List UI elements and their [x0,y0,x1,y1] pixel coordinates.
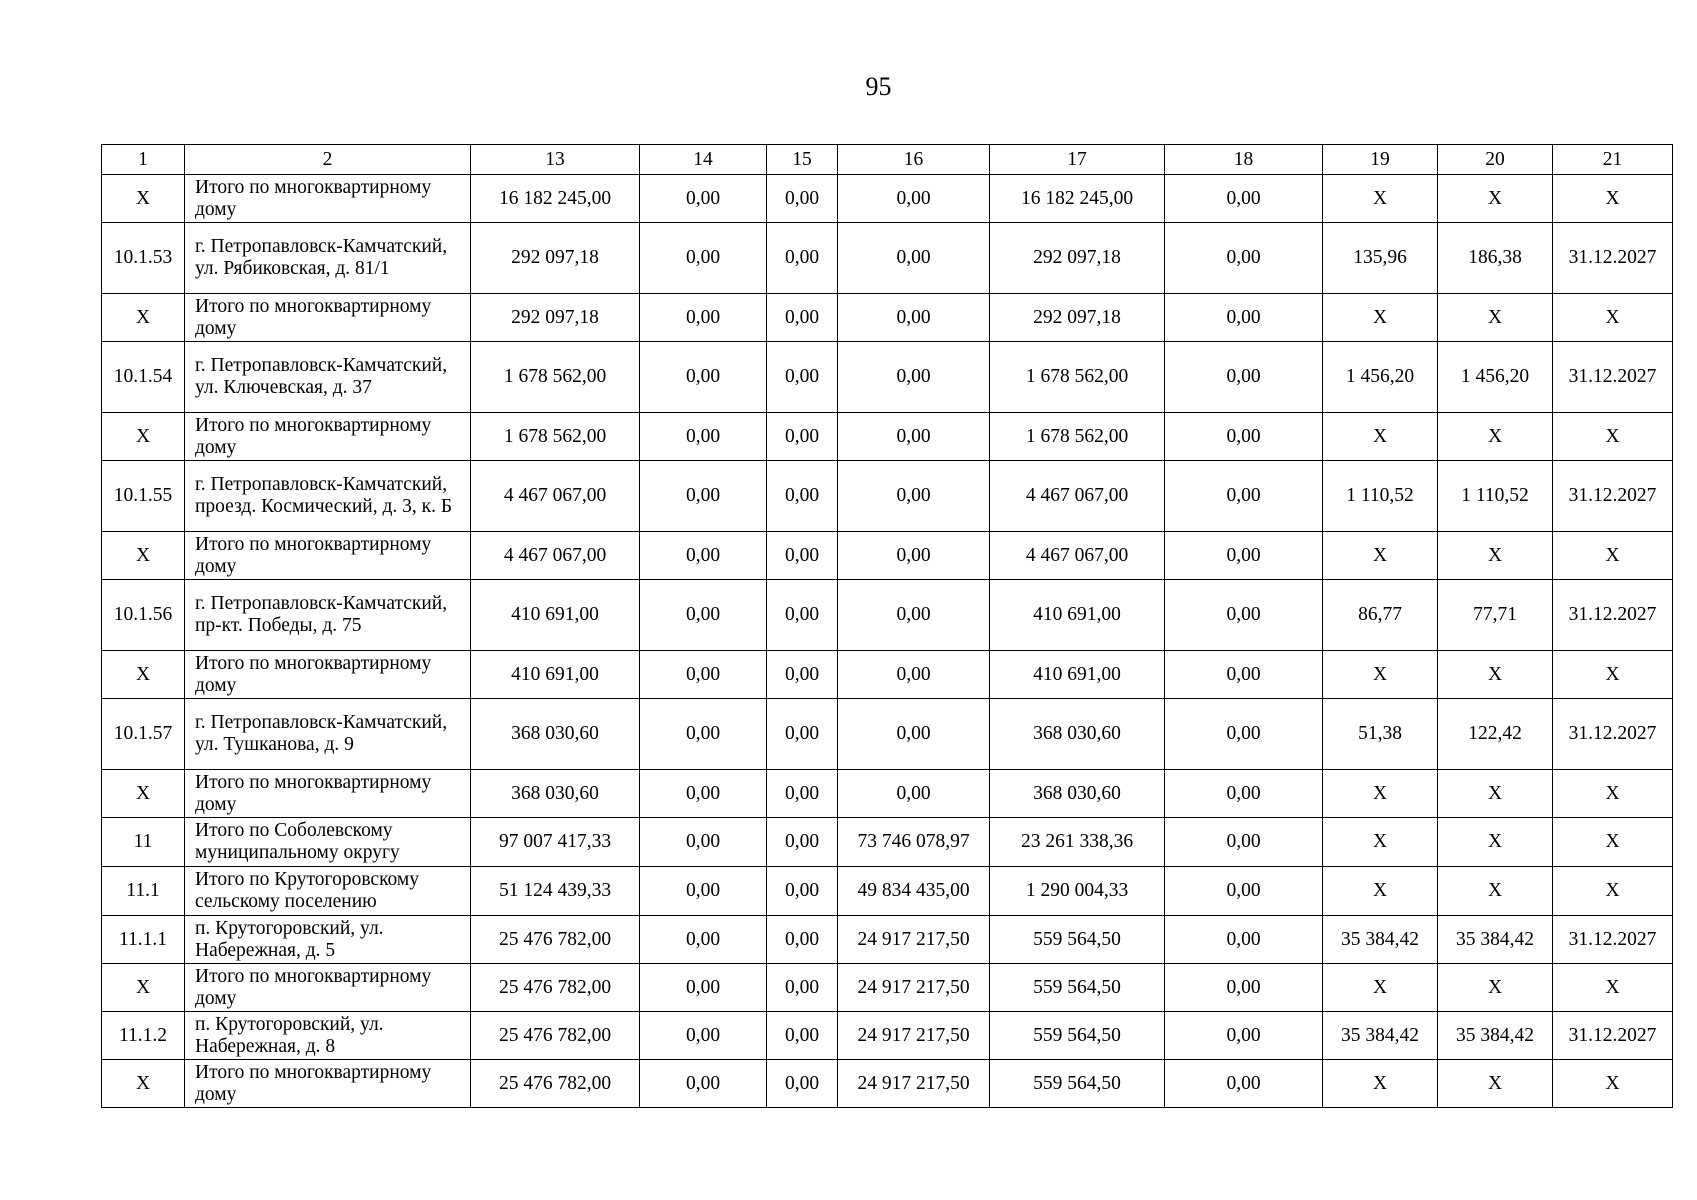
value-cell: 368 030,60 [990,770,1165,818]
row-number-cell: 10.1.57 [102,699,185,770]
value-cell: 24 917 217,50 [838,1012,990,1060]
value-cell: 0,00 [640,699,767,770]
value-cell: 410 691,00 [990,580,1165,651]
value-cell: 23 261 338,36 [990,818,1165,867]
value-cell: 77,71 [1438,580,1553,651]
value-cell: 73 746 078,97 [838,818,990,867]
address-cell: п. Крутогоровский, ул. Набережная, д. 5 [185,916,471,964]
value-cell: 1 678 562,00 [990,413,1165,461]
header-cell: 1 [102,145,185,175]
address-cell: г. Петропавловск-Камчатский, ул. Рябиковская, д. 81/1 [185,223,471,294]
row-number-cell: 10.1.53 [102,223,185,294]
value-cell: 0,00 [1165,461,1323,532]
value-cell: X [1553,867,1673,916]
value-cell: 0,00 [1165,175,1323,223]
value-cell: 16 182 245,00 [990,175,1165,223]
address-cell: п. Крутогоровский, ул. Набережная, д. 8 [185,1012,471,1060]
value-cell: X [1323,964,1438,1012]
value-cell: X [1323,413,1438,461]
address-cell: г. Петропавловск-Камчатский, проезд. Космический, д. 3, к. Б [185,461,471,532]
value-cell: X [1323,1060,1438,1108]
value-cell: 25 476 782,00 [471,1060,640,1108]
value-cell: 0,00 [767,175,838,223]
value-cell: 0,00 [640,867,767,916]
value-cell: 4 467 067,00 [990,532,1165,580]
value-cell: 35 384,42 [1323,916,1438,964]
value-cell: X [1553,532,1673,580]
address-cell: г. Петропавловск-Камчатский, ул. Тушканова, д. 9 [185,699,471,770]
value-cell: 0,00 [767,1012,838,1060]
value-cell: 35 384,42 [1323,1012,1438,1060]
value-cell: 0,00 [1165,699,1323,770]
table-row [102,175,1673,223]
row-number-cell: 11.1.2 [102,1012,185,1060]
value-cell: 25 476 782,00 [471,916,640,964]
table-row [102,1060,1673,1108]
value-cell: X [1323,651,1438,699]
value-cell: X [1553,1060,1673,1108]
address-cell: Итого по многоквартирному дому [185,1060,471,1108]
value-cell: 0,00 [767,1060,838,1108]
row-number-cell: X [102,294,185,342]
address-cell: Итого по многоквартирному дому [185,770,471,818]
value-cell: X [1438,1060,1553,1108]
address-cell: Итого по многоквартирному дому [185,532,471,580]
value-cell: 0,00 [640,580,767,651]
value-cell: X [1438,867,1553,916]
value-cell: X [1323,867,1438,916]
value-cell: 0,00 [1165,1060,1323,1108]
value-cell: 0,00 [838,223,990,294]
value-cell: 16 182 245,00 [471,175,640,223]
value-cell: 292 097,18 [471,223,640,294]
table-row [102,916,1673,964]
value-cell: 0,00 [640,342,767,413]
table-row [102,461,1673,532]
value-cell: 0,00 [640,770,767,818]
value-cell: X [1438,294,1553,342]
value-cell: 0,00 [640,916,767,964]
value-cell: 0,00 [767,651,838,699]
table-row [102,964,1673,1012]
value-cell: 0,00 [767,699,838,770]
table-row [102,818,1673,867]
table-row [102,699,1673,770]
header-cell: 15 [767,145,838,175]
value-cell: 31.12.2027 [1553,580,1673,651]
value-cell: X [1553,175,1673,223]
value-cell: 0,00 [640,175,767,223]
value-cell: X [1553,818,1673,867]
value-cell: X [1323,818,1438,867]
row-number-cell: X [102,175,185,223]
value-cell: 31.12.2027 [1553,916,1673,964]
value-cell: X [1323,770,1438,818]
header-cell: 2 [185,145,471,175]
value-cell: X [1438,413,1553,461]
value-cell: 25 476 782,00 [471,964,640,1012]
value-cell: 0,00 [640,818,767,867]
address-cell: Итого по многоквартирному дому [185,294,471,342]
value-cell: 25 476 782,00 [471,1012,640,1060]
row-number-cell: 10.1.55 [102,461,185,532]
value-cell: 0,00 [838,532,990,580]
row-number-cell: 11.1.1 [102,916,185,964]
value-cell: 4 467 067,00 [471,461,640,532]
header-cell: 18 [1165,145,1323,175]
value-cell: 0,00 [640,461,767,532]
value-cell: 24 917 217,50 [838,1060,990,1108]
row-number-cell: X [102,651,185,699]
header-cell: 20 [1438,145,1553,175]
page-number: 95 [865,72,892,101]
value-cell: 1 678 562,00 [471,413,640,461]
value-cell: 0,00 [640,1012,767,1060]
value-cell: 0,00 [1165,916,1323,964]
value-cell: 0,00 [767,223,838,294]
value-cell: 31.12.2027 [1553,461,1673,532]
value-cell: X [1553,294,1673,342]
value-cell: 410 691,00 [471,651,640,699]
table-body [102,145,1673,1108]
value-cell: 559 564,50 [990,916,1165,964]
value-cell: 0,00 [1165,651,1323,699]
value-cell: 0,00 [838,770,990,818]
address-cell: Итого по многоквартирному дому [185,175,471,223]
value-cell: X [1323,532,1438,580]
value-cell: 1 678 562,00 [990,342,1165,413]
header-cell: 19 [1323,145,1438,175]
value-cell: 86,77 [1323,580,1438,651]
row-number-cell: 10.1.56 [102,580,185,651]
value-cell: X [1438,532,1553,580]
value-cell: 0,00 [1165,770,1323,818]
value-cell: X [1553,770,1673,818]
value-cell: 0,00 [1165,1012,1323,1060]
value-cell: 0,00 [640,413,767,461]
value-cell: 368 030,60 [471,699,640,770]
value-cell: 0,00 [767,916,838,964]
value-cell: 0,00 [1165,818,1323,867]
value-cell: 292 097,18 [990,294,1165,342]
value-cell: 0,00 [838,175,990,223]
value-cell: 0,00 [1165,223,1323,294]
value-cell: 410 691,00 [990,651,1165,699]
value-cell: 410 691,00 [471,580,640,651]
header-cell: 13 [471,145,640,175]
data-table [101,144,1673,1108]
value-cell: 0,00 [1165,867,1323,916]
table-row [102,1012,1673,1060]
row-number-cell: 10.1.54 [102,342,185,413]
value-cell: 0,00 [1165,413,1323,461]
value-cell: 0,00 [767,413,838,461]
value-cell: 31.12.2027 [1553,342,1673,413]
value-cell: 0,00 [767,294,838,342]
address-cell: Итого по Крутогоровскому сельскому поселению [185,867,471,916]
value-cell: 0,00 [767,867,838,916]
row-number-cell: X [102,770,185,818]
value-cell: 0,00 [640,1060,767,1108]
value-cell: 1 290 004,33 [990,867,1165,916]
row-number-cell: X [102,532,185,580]
header-cell: 17 [990,145,1165,175]
value-cell: 292 097,18 [990,223,1165,294]
value-cell: 97 007 417,33 [471,818,640,867]
row-number-cell: X [102,1060,185,1108]
value-cell: 0,00 [838,699,990,770]
header-row [102,145,1673,175]
value-cell: 559 564,50 [990,1012,1165,1060]
value-cell: 0,00 [838,413,990,461]
value-cell: X [1553,651,1673,699]
value-cell: 0,00 [640,294,767,342]
value-cell: 135,96 [1323,223,1438,294]
header-cell: 21 [1553,145,1673,175]
value-cell: X [1553,964,1673,1012]
value-cell: 0,00 [767,964,838,1012]
value-cell: 49 834 435,00 [838,867,990,916]
header-cell: 14 [640,145,767,175]
value-cell: 0,00 [838,294,990,342]
value-cell: 1 456,20 [1438,342,1553,413]
value-cell: 0,00 [640,651,767,699]
value-cell: 0,00 [1165,342,1323,413]
table-row [102,770,1673,818]
value-cell: 4 467 067,00 [990,461,1165,532]
value-cell: 24 917 217,50 [838,964,990,1012]
row-number-cell: 11 [102,818,185,867]
address-cell: Итого по Соболевскому муниципальному округу [185,818,471,867]
value-cell: 0,00 [767,342,838,413]
address-cell: Итого по многоквартирному дому [185,651,471,699]
value-cell: 0,00 [838,461,990,532]
value-cell: X [1438,770,1553,818]
value-cell: 0,00 [767,461,838,532]
address-cell: г. Петропавловск-Камчатский, пр-кт. Победы, д. 75 [185,580,471,651]
value-cell: 31.12.2027 [1553,1012,1673,1060]
value-cell: X [1323,175,1438,223]
value-cell: X [1323,294,1438,342]
address-cell: г. Петропавловск-Камчатский, ул. Ключевская, д. 37 [185,342,471,413]
address-cell: Итого по многоквартирному дому [185,964,471,1012]
value-cell: 0,00 [1165,580,1323,651]
value-cell: 0,00 [1165,964,1323,1012]
header-cell: 16 [838,145,990,175]
table-row [102,532,1673,580]
value-cell: 122,42 [1438,699,1553,770]
value-cell: 186,38 [1438,223,1553,294]
value-cell: 559 564,50 [990,964,1165,1012]
value-cell: 4 467 067,00 [471,532,640,580]
row-number-cell: X [102,413,185,461]
value-cell: 368 030,60 [471,770,640,818]
value-cell: 368 030,60 [990,699,1165,770]
value-cell: 35 384,42 [1438,1012,1553,1060]
value-cell: 0,00 [838,580,990,651]
value-cell: 1 456,20 [1323,342,1438,413]
value-cell: 0,00 [640,532,767,580]
value-cell: 51,38 [1323,699,1438,770]
value-cell: 35 384,42 [1438,916,1553,964]
value-cell: 0,00 [640,964,767,1012]
value-cell: 292 097,18 [471,294,640,342]
table-row [102,342,1673,413]
value-cell: X [1438,175,1553,223]
value-cell: X [1553,413,1673,461]
table-row [102,867,1673,916]
address-cell: Итого по многоквартирному дому [185,413,471,461]
value-cell: 0,00 [767,580,838,651]
table-row [102,413,1673,461]
value-cell: 559 564,50 [990,1060,1165,1108]
value-cell: 0,00 [838,342,990,413]
table-row [102,294,1673,342]
value-cell: 31.12.2027 [1553,699,1673,770]
value-cell: X [1438,964,1553,1012]
value-cell: 51 124 439,33 [471,867,640,916]
value-cell: 0,00 [838,651,990,699]
table-row [102,651,1673,699]
value-cell: 0,00 [767,770,838,818]
value-cell: 1 678 562,00 [471,342,640,413]
value-cell: 31.12.2027 [1553,223,1673,294]
value-cell: X [1438,651,1553,699]
row-number-cell: X [102,964,185,1012]
table-row [102,223,1673,294]
value-cell: 0,00 [1165,532,1323,580]
value-cell: 0,00 [767,818,838,867]
table-row [102,580,1673,651]
value-cell: 0,00 [767,532,838,580]
value-cell: 24 917 217,50 [838,916,990,964]
row-number-cell: 11.1 [102,867,185,916]
value-cell: 1 110,52 [1323,461,1438,532]
value-cell: X [1438,818,1553,867]
value-cell: 1 110,52 [1438,461,1553,532]
value-cell: 0,00 [640,223,767,294]
value-cell: 0,00 [1165,294,1323,342]
